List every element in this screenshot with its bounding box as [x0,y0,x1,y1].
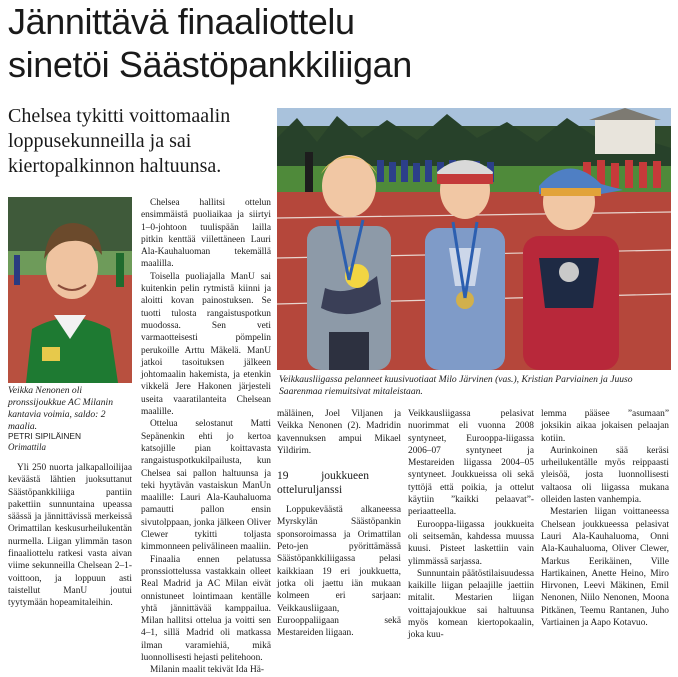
portrait-photo-illustration [8,197,132,383]
paragraph: Mestarien liigan voittaneessa Chelsean joukkueessa pelasivat Lauri Ala-Kauhaluoma, Onni Ala-Kauhaluoma, Oliver Clewer, Markus Eerikäinen, Ville Hartikainen, Anette Heino, Miro Hirvonen, Leevi Mäkinen, Emil Nenonen, Niilo Nenonen, Moona Pitkänen, Teemu Rantanen, Juho Vartiainen ja Aapo Kotavuo. [541,507,669,629]
byline-author: PETRI SIPILÄINEN [8,431,82,441]
column-2 [141,197,271,677]
paragraph: Veikkausliigassa pelasivat nuorimmat eli vuonna 2008 syntyneet, Eurooppa-liigassa 2006–07 syntyneet ja Mestareiden liigassa 2004–05 syntyneet. Joukkueissa oli sekä tyttöjä että poikia, ja ottelut käytiin ”kaikki pelaavat”-periaatteella. [408,409,534,518]
paragraph: Finaalia ennen pelatussa pronssiottelussa vastakkain olleet Real Madrid ja AC Milan eivät onnistuneet lointimaan kentälle yhtä jännittävää kamppailua. Milan hallitsi ottelua ja voitti sen 4–1, sillä Madrid oli matkassa ilman varamiehiä, mikä luonnollisesti hejasti pelitehoon. [141,554,271,663]
column-3 [277,408,401,639]
column-4 [408,408,534,642]
paragraph: Toisella puoliajalla ManU sai kuitenkin pelin rytmistä kiinni ja aloitti kovan painostuksen. Se tuotti tulosta rangaistuspotkun muodossa. Sen veti varmaotteisesti pömpelin perukoille Arttu Mäkelä. ManU jatkoi tasoituksen jälkeen johtomaalin hakemista, ja etenkin vikkelä Jere Hakonen järjesteli useita vaaratilanteita Chelsean maalille. [141,271,271,418]
paragraph: Sunnuntain päätöstilaisuudessa kaikille liigan pelaajille jaettiin mitalit. Mestarien liigan voittajajoukkue sai haltuunsa myös komean kiertopokaalin, joka kuu- [408,568,534,641]
portrait-caption: Veikka Nenonen oli pronssijoukkue AC Milanin kantavia voimia, saldo: 2 maalia. [8,385,113,432]
lead-paragraph: Chelsea tykitti voittomaalin loppusekunneilla ja sai kiertopalkinnon haltuunsa. [8,105,231,177]
group-photo [277,108,671,370]
paragraph: Aurinkoinen sää keräsi urheilukentälle myös reippaasti yleisöä, josta luonnollisesti valtaosa oli liigassa mukana olleiden lasten vanhempia. [541,445,669,506]
group-photo-illustration [277,108,671,370]
paragraph: mäläinen, Joel Viljanen ja Veikka Nenonen (2). Madridin kavennuksen ampui Mikael Yildirim. [277,409,401,456]
paragraph: Milanin maalit tekivät Ida Hä- [150,665,265,676]
byline-location: Orimattila [8,442,47,452]
paragraph: Eurooppa-liigassa joukkueita oli seitsemän, kahdessa muussa kuusi. Pisteet laskettiin vain ylimmässä sarjassa. [408,519,534,567]
headline [8,0,478,86]
headline-line-1: Jännittävä finaaliottelu [8,1,355,42]
column-1 [8,462,132,610]
paragraph: Loppukeväästä alkaneessa Myrskylän Säästöpankin sponsoroimassa ja Orimattilan Peto-jen pyörittämässä Säästöpankkiliigassa pelasi kaikkiaan 19 eri joukkuetta, jotka oli jaettu iän mukaan kolmeen eri sarjaan: Veikkausliigaan, Eurooppaliigaan sekä Mestareiden liigaan. [277,505,401,639]
paragraph: lemma pääsee ”asumaan” joksikin aikaa jokaisen pelaajan kotiin. [541,409,669,444]
portrait-photo [8,197,132,383]
subheading: 19 joukkueen otteluruljanssi [277,470,369,497]
byline [8,431,132,453]
paragraph: Chelsea hallitsi ottelun ensimmäistä puoliaikaa ja siirtyi 1–0-johtoon tuulispään lailla pitkin kenttää viilettäneen Lauri Ala-Kauhaluoman tekemällä maalilla. [141,198,271,270]
headline-line-2: sinetöi Säästöpankkiliigan [8,44,412,85]
paragraph: Ottelua selostanut Matti Sepänenkin ehti jo kertoa katsojille pian koittavasta rangaistuspotkukilpailusta, kun Chelsea sai pallon haltuunsa ja teki hyytävän vastaiskun ManUn maalille: Lauri Ala-Kauhaluoma pamautti pallon ensin sivutolppaan, jonka jälkeen Oliver Clewer tykitti toljasta kimmonneen pelivälineen maaliin. [141,419,271,553]
group-photo-caption: Veikkausliigassa pelanneet kuusivuotiaat Milo Järvinen (vas.), Kristian Parviainen ja Juuso Saarenmaa riemuitsivat mitaleistaan. [279,374,633,397]
column-5 [541,408,669,629]
paragraph: Yli 250 nuorta jalkapalloilijaa keväästä lähtien juoksuttanut Säästöpankkiliiga pantiin pakettiin sunnuntaina upeassa säässä ja jännittävissä merkeissä Orimattilan keskusurheilukentän nurmella. Liigan ylimmän tason finaaliottelu ratkesi vasta aivan viime sekunneilla Chelsean 2–1-voittoon, ja loppuun asti taistellut ManU joutui tyytymään hopeamitaleihin. [8,463,132,609]
